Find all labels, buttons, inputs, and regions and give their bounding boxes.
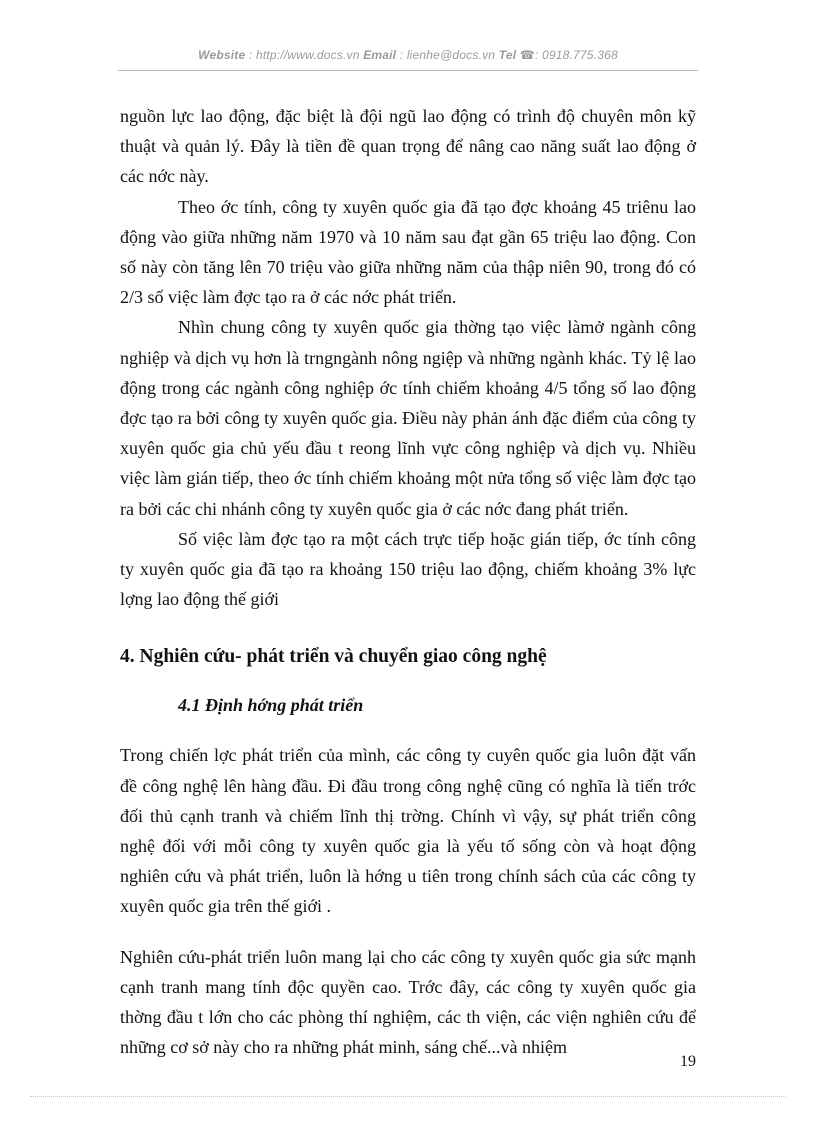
section-heading: 4. Nghiên cứu- phát triển và chuyển giao công nghệ: [120, 646, 547, 668]
paragraph-employment-sectors: Nhìn chung công ty xuyên quốc gia thờng tạo việc làmở ngành công nghiệp và dịch vụ hơn là trngngành nông ngiệp và những ngành khác. Tỷ lệ lao động trong các ngành công nghiệp ớc tính chiếm khoảng 4/5 tổng số lao động đợc tạo ra bởi công ty xuyên quốc gia. Điều này phản ánh đặc điểm của công ty xuyên quốc gia chủ yếu đầu t reong lĩnh vực công nghiệp và dịch vụ. Nhiều việc làm gián tiếp, theo ớc tính chiếm khoảng một nửa tổng số việc làm đợc tạo ra bởi các chi nhánh công ty xuyên quốc gia ở các nớc đang phát triển.: [120, 317, 696, 519]
website-label: Website: [198, 48, 246, 62]
email-value: : lienhe@docs.vn: [399, 48, 496, 62]
page-bottom-divider: [30, 1096, 786, 1097]
website-value: : http://www.docs.vn: [248, 48, 360, 62]
header-divider: [118, 70, 698, 71]
page-number: 19: [680, 1053, 696, 1070]
page-header: [118, 48, 698, 62]
tel-label: Tel: [498, 48, 517, 62]
paragraph-employment-estimate: Theo ớc tính, công ty xuyên quốc gia đã tạo đợc khoảng 45 triênu lao động vào giữa những năm 1970 và 10 năm sau đạt gần 65 triệu lao động. Con số này còn tăng lên 70 triệu vào giữa những năm của thập niên 90, trong đó có 2/3 số việc làm đợc tạo ra ở các nớc phát triển.: [120, 196, 696, 308]
paragraph-continuation: nguồn lực lao động, đặc biệt là đội ngũ lao động có trình độ chuyên môn kỹ thuật và quản lý. Đây là tiền đề quan trọng để nâng cao năng suất lao động ở các nớc này.: [120, 106, 696, 187]
email-label: Email: [363, 48, 397, 62]
phone-icon: ☎: [519, 48, 535, 62]
paragraph-research: Nghiên cứu-phát triển luôn mang lại cho các công ty xuyên quốc gia sức mạnh cạnh tranh mang tính độc quyền cao. Trớc đây, các công ty xuyên quốc gia thờng đầu t lớn cho các phòng thí nghiệm, các th viện, các viện nghiên cứu để những cơ sở này cho ra những phát minh, sáng chế...và nhiệm: [120, 946, 696, 1058]
sub-heading: 4.1 Định hớng phát triển: [178, 695, 364, 716]
tel-value: : 0918.775.368: [534, 48, 618, 62]
document-body: [120, 101, 696, 1062]
paragraph-strategy: Trong chiến lợc phát triển của mình, các công ty cuyên quốc gia luôn đặt vấn đề công nghệ lên hàng đầu. Đi đầu trong công nghệ cũng có nghĩa là tiến trớc đối thủ cạnh tranh và chiếm lĩnh thị trờng. Chính vì vậy, sự phát triển công nghệ đối với mỗi công ty xuyên quốc gia là yếu tố sống còn và hoạt động nghiên cứu và phát triển, luôn là hớng u tiên trong chính sách của các công ty xuyên quốc gia trên thế giới .: [120, 745, 696, 917]
paragraph-employment-total: Số việc làm đợc tạo ra một cách trực tiếp hoặc gián tiếp, ớc tính công ty xuyên quốc gia đã tạo ra khoảng 150 triệu lao động, chiếm khoảng 3% lực lợng lao động thế giới: [120, 528, 696, 610]
